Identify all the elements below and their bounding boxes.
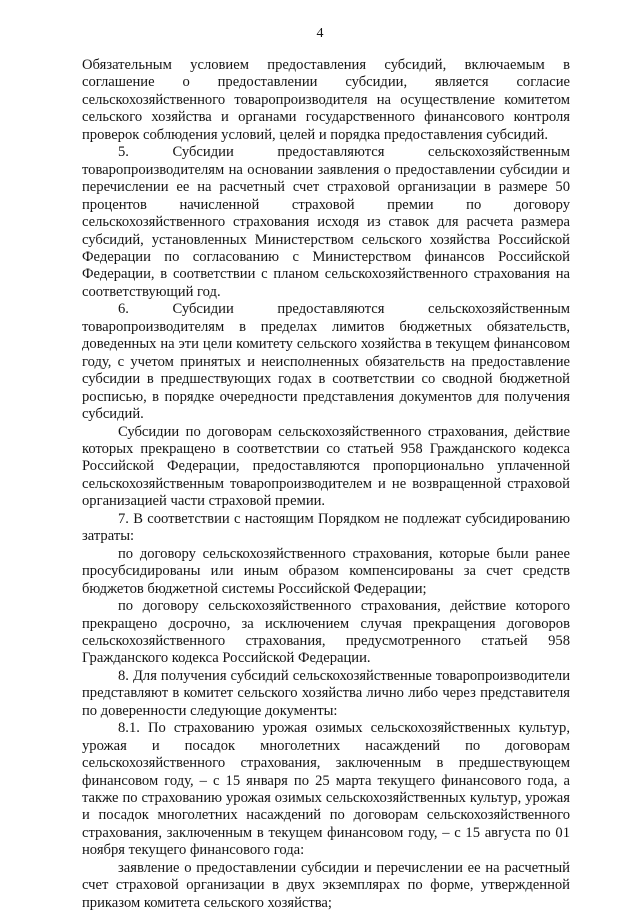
paragraph-item-5: 5. Субсидии предоставляются сельскохозяйственным товаропроизводителям на основании заявления о предоставлении субсидии и перечислении ее на расчетный счет страховой организации в размере 50 процентов начисленной страховой премии по договору сельскохозяйственного страхования исходя из ставок для расчета размера субсидий, установленных Министерством сельского хозяйства Российской Федерации по согласованию с Министерством финансов Российской Федерации, в соответствии с планом сельскохозяйственного страхования на соответствующий год. xyxy=(82,144,570,300)
paragraph-subsidy-condition: Обязательным условием предоставления субсидий, включаемым в соглашение о предоставлении субсидии, является согласие сельскохозяйственного товаропроизводителя на осуществление комитетом сельского хозяйства и органами государственного финансового контроля проверок соблюдения условий, целей и порядка предоставления субсидий. xyxy=(82,57,570,143)
document-body xyxy=(82,57,570,912)
paragraph-application: заявление о предоставлении субсидии и перечислении ее на расчетный счет страховой организации в двух экземплярах по форме, утвержденной приказом комитета сельского хозяйства; xyxy=(82,859,570,911)
paragraph-item-7: 7. В соответствии с настоящим Порядком не подлежат субсидированию затраты: xyxy=(82,510,570,545)
paragraph-item-6: 6. Субсидии предоставляются сельскохозяйственным товаропроизводителям в пределах лимитов бюджетных обязательств, доведенных на эти цели комитету сельского хозяйства в текущем финансовом году, с учетом принятых и неисполненных обязательств на предоставление субсидии в предшествующих годах в соответствии со сводной бюджетной росписью, в порядке очередности представления документов для получения субсидий. xyxy=(82,301,570,423)
paragraph-item-7-case-2: по договору сельскохозяйственного страхования, действие которого прекращено досрочно, за исключением случая прекращения договоров сельскохозяйственного страхования, предусмотренного статьей 958 Гражданского кодекса Российской Федерации. xyxy=(82,598,570,667)
paragraph-item-8: 8. Для получения субсидий сельскохозяйственные товаропроизводители представляют в комитет сельского хозяйства лично либо через представителя по доверенности следующие документы: xyxy=(82,667,570,719)
paragraph-item-8-1: 8.1. По страхованию урожая озимых сельскохозяйственных культур, урожая и посадок многолетних насаждений по договорам сельскохозяйственного страхования, заключенным в предшествующем финансовом году, – с 15 января по 25 марта текущего финансового года, а также по страхованию урожая озимых сельскохозяйственных культур, урожая и посадок многолетних насаждений по договорам сельскохозяйственного страхования, заключенным в текущем финансовом году, – с 15 августа по 01 ноября текущего финансового года: xyxy=(82,720,570,859)
paragraph-item-7-case-1: по договору сельскохозяйственного страхования, которые были ранее просубсидированы или иным образом компенсированы за счет средств бюджетов бюджетной системы Российской Федерации; xyxy=(82,545,570,597)
paragraph-terminated-contracts: Субсидии по договорам сельскохозяйственного страхования, действие которых прекращено в соответствии со статьей 958 Гражданского кодекса Российской Федерации, предоставляются пропорционально уплаченной сельскохозяйственным товаропроизводителем и не возвращенной страховой организацией части страховой премии. xyxy=(82,423,570,510)
page-number: 4 xyxy=(316,26,324,41)
